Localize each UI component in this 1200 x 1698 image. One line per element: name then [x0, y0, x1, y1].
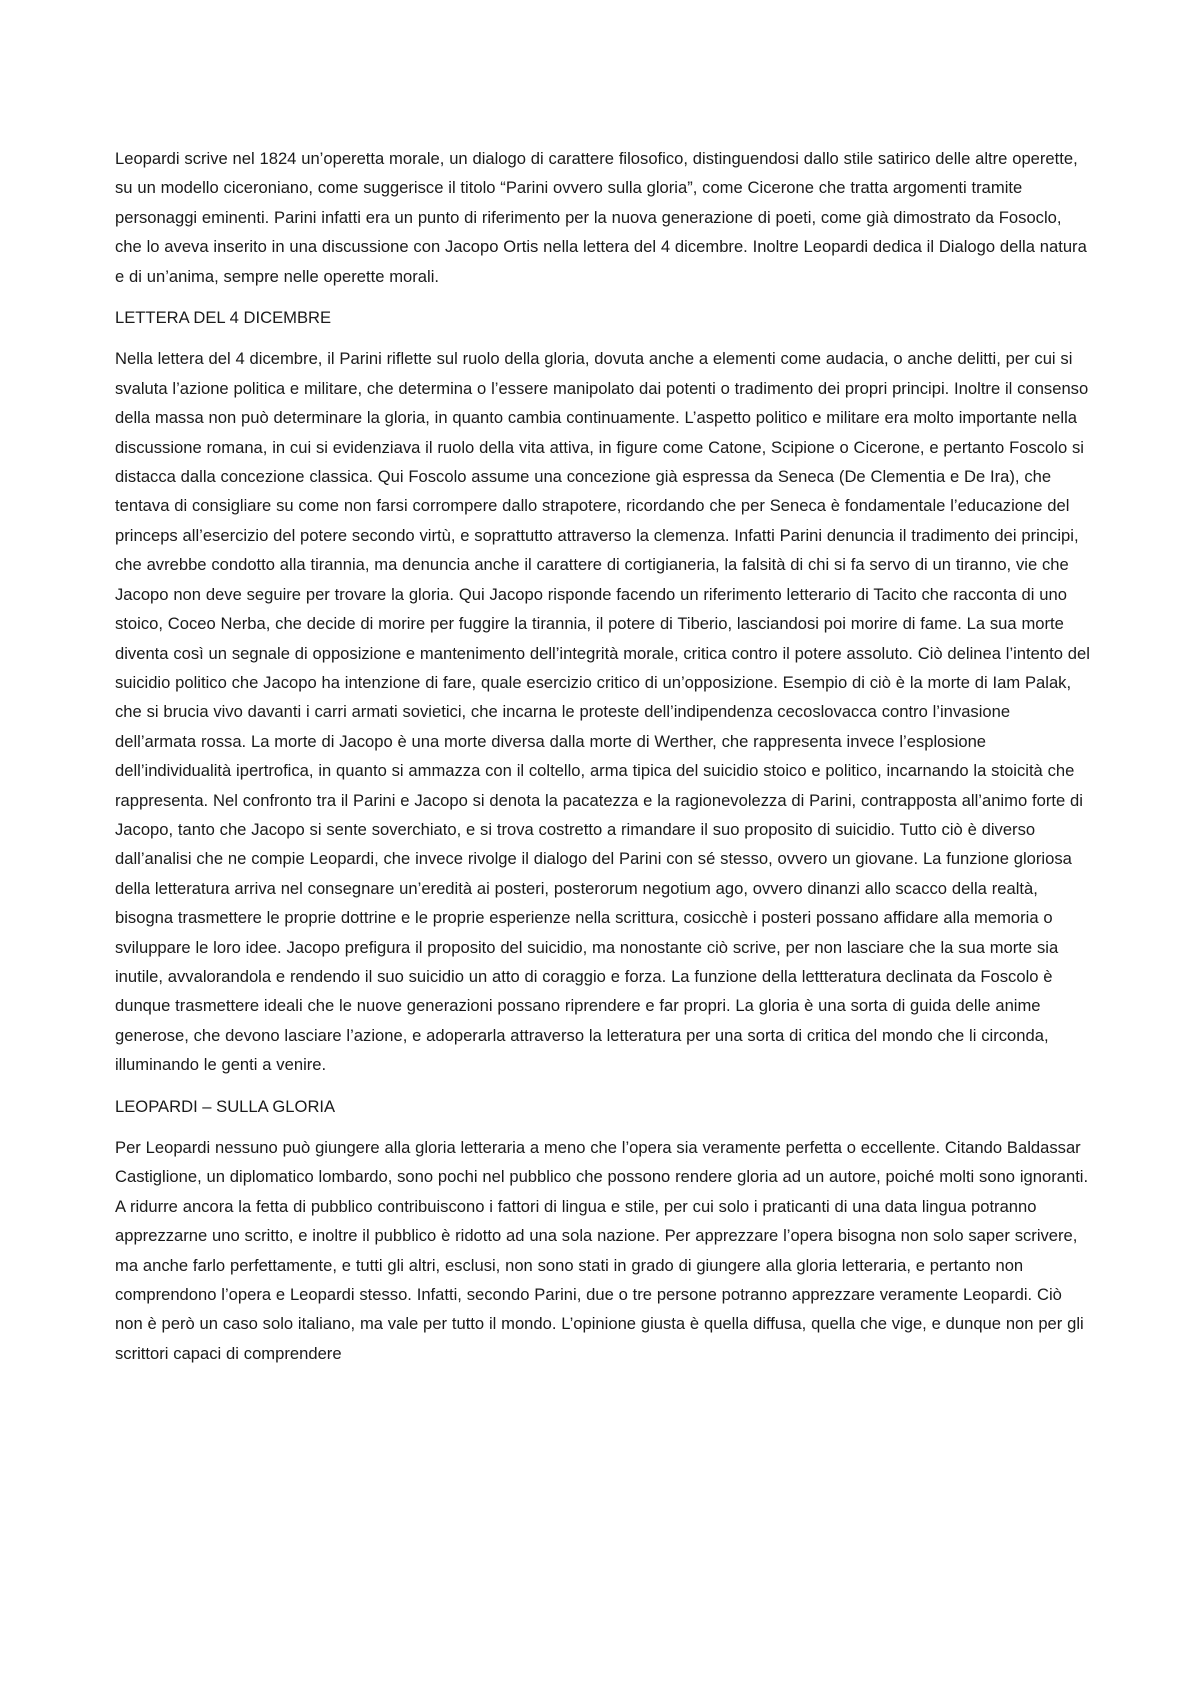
- section-heading-lettera: LETTERA DEL 4 DICEMBRE: [115, 308, 332, 328]
- leopardi-paragraph: Per Leopardi nessuno può giungere alla gloria letteraria a meno che l’opera sia veramente perfetta o eccellente. Citando Baldassar Castiglione, un diplomatico lombardo, sono pochi nel pubblico che possono rendere gloria ad un autore, poiché molti sono ignoranti. A ridurre ancora la fetta di pubblico contribuiscono i fattori di lingua e stile, per cui solo i praticanti di una data lingua potranno apprezzarne uno scritto, e inoltre il pubblico è ridotto ad una sola nazione. Per apprezzare l’opera bisogna non solo saper scrivere, ma anche farlo perfettamente, e tutti gli altri, esclusi, non sono stati in grado di giungere alla gloria letteraria, e pertanto non comprendono l’opera e Leopardi stesso. Infatti, secondo Parini, due o tre persone potranno apprezzare veramente Leopardi. Ciò non è però un caso solo italiano, ma vale per tutto il mondo. L’opinione giusta è quella diffusa, quella che vige, e dunque non per gli scrittori capaci di comprendere: [115, 1138, 1089, 1363]
- intro-paragraph: Leopardi scrive nel 1824 un’operetta morale, un dialogo di carattere filosofico, distinguendosi dallo stile satirico delle altre operette, su un modello ciceroniano, come suggerisce il titolo “Parini ovvero sulla gloria”, come Cicerone che tratta argomenti tramite personaggi eminenti. Parini infatti era un punto di riferimento per la nuova generazione di poeti, come già dimostrato da Fosoclo, che lo aveva inserito in una discussione con Jacopo Ortis nella lettera del 4 dicembre. Inoltre Leopardi dedica il Dialogo della natura e di un’anima, sempre nelle operette morali.: [115, 149, 1087, 286]
- section-heading-leopardi: LEOPARDI – SULLA GLORIA: [115, 1096, 336, 1116]
- lettera-paragraph: Nella lettera del 4 dicembre, il Parini riflette sul ruolo della gloria, dovuta anche a elementi come audacia, o anche delitti, per cui si svaluta l’azione politica e militare, che determina o l’essere manipolato dai potenti o tradimento dei propri principi. Inoltre il consenso della massa non può determinare la gloria, in quanto cambia continuamente. L’aspetto politico e militare era molto importante nella discussione romana, in cui si evidenziava il ruolo della vita attiva, in figure come Catone, Scipione o Cicerone, e pertanto Foscolo si distacca dalla concezione classica. Qui Foscolo assume una concezione già espressa da Seneca (De Clementia e De Ira), che tentava di consigliare su come non farsi corrompere dallo strapotere, ricordando che per Seneca è fondamentale l’educazione del princeps all’esercizio del potere secondo virtù, e soprattutto attraverso la clemenza. Infatti Parini denuncia il tradimento dei principi, che avrebbe condotto alla tirannia, ma denuncia anche il carattere di cortigianeria, la falsità di chi si fa servo di un tiranno, vie che Jacopo non deve seguire per trovare la gloria. Qui Jacopo risponde facendo un riferimento letterario di Tacito che racconta di uno stoico, Coceo Nerba, che decide di morire per fuggire la tirannia, il potere di Tiberio, lasciandosi poi morire di fame. La sua morte diventa così un segnale di opposizione e mantenimento dell’integrità morale, critica contro il potere assoluto. Ciò delinea l’intento del suicidio politico che Jacopo ha intenzione di fare, quale esercizio critico di un’opposizione. Esempio di ciò è la morte di Iam Palak, che si brucia vivo davanti i carri armati sovietici, che incarna le proteste dell’indipendenza cecoslovacca contro l’invasione dell’armata rossa. La morte di Jacopo è una morte diversa dalla morte di Werther, che rappresenta invece l’esplosione dell’individualità ipertrofica, in quanto si ammazza con il coltello, arma tipica del suicidio stoico e politico, incarnando la stoicità che rappresenta. Nel confronto tra il Parini e Jacopo si denota la pacatezza e la ragionevolezza di Parini, contrapposta all’animo forte di Jacopo, tanto che Jacopo si sente soverchiato, e si trova costretto a rimandare il suo proposito di suicidio. Tutto ciò è diverso dall’analisi che ne compie Leopardi, che invece rivolge il dialogo del Parini con sé stesso, ovvero un giovane. La funzione gloriosa della letteratura arriva nel consegnare un’eredità ai posteri, posterorum negotium ago, ovvero dinanzi allo scacco della realtà, bisogna trasmettere le proprie dottrine e le proprie esperienze nella scrittura, cosicchè i posteri possano affidare alla memoria o sviluppare le loro idee. Jacopo prefigura il proposito del suicidio, ma nonostante ciò scrive, per non lasciare che la sua morte sia inutile, avvalorandola e rendendo il suo suicidio un atto di coraggio e forza. La funzione della lettteratura declinata da Foscolo è dunque trasmettere ideali che le nuove generazioni possano riprendere e far propri. La gloria è una sorta di guida delle anime generose, che devono lasciare l’azione, e adoperarla attraverso la letteratura per una sorta di critica del mondo che li circonda, illuminando le genti a venire.: [115, 349, 1090, 1075]
